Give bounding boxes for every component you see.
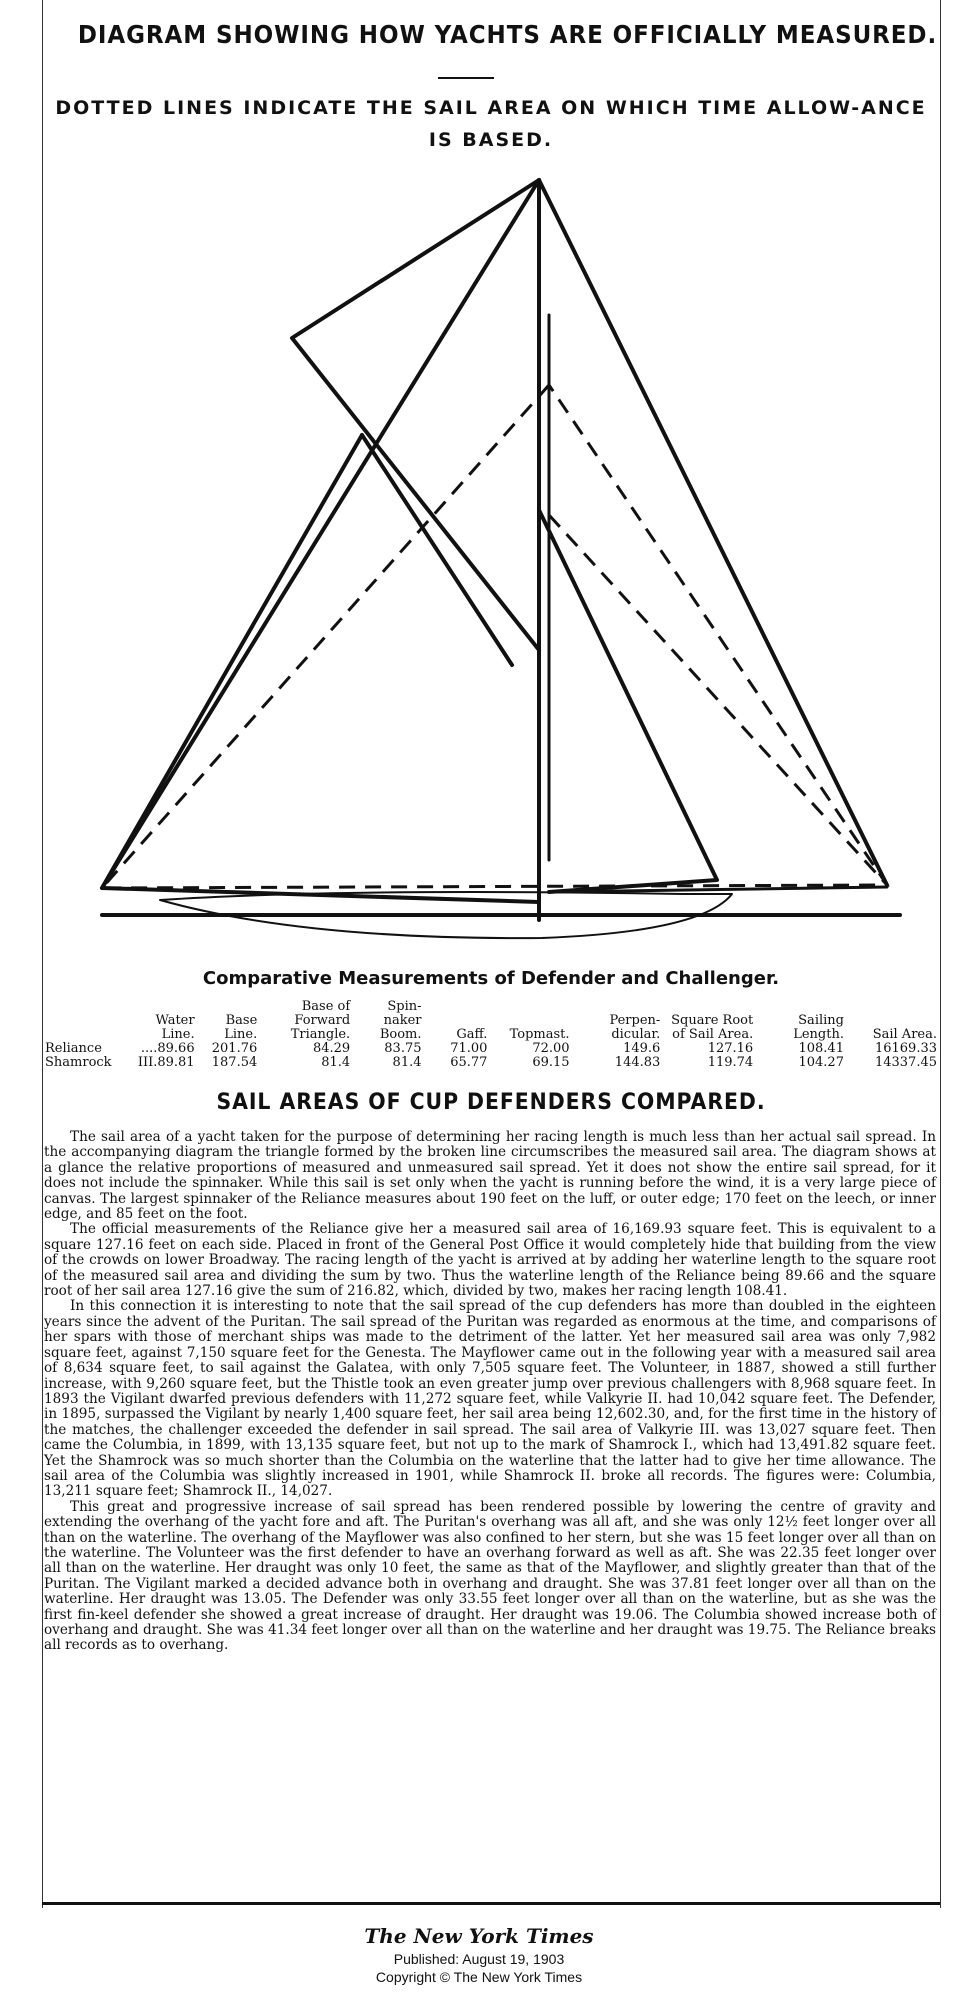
table-cell: 149.6 (623, 1041, 661, 1056)
jib-luff (362, 435, 512, 665)
table-cell: 127.16 (707, 1041, 754, 1056)
table-header-cell: Base of Forward Triangle. (290, 999, 351, 1042)
table-cell: 69.15 (532, 1055, 570, 1070)
table-header-cell: Square Root of Sail Area. (671, 1013, 754, 1042)
measurements-table (42, 1000, 940, 1070)
table-cell: 144.83 (614, 1055, 661, 1070)
copyright-line: Copyright © The New York Times (375, 1969, 583, 1985)
table-cell: 65.77 (450, 1055, 488, 1070)
table-cell: 119.74 (707, 1055, 754, 1070)
table-cell: III.89.81 (137, 1055, 195, 1070)
table-cell: 14337.45 (874, 1055, 937, 1070)
table-cell: 83.75 (384, 1041, 422, 1056)
table-header-cell: Water Line. (155, 1013, 195, 1042)
table-cell: 201.76 (211, 1041, 258, 1056)
table-cell: ....89.66 (140, 1041, 195, 1056)
article-paragraph: This great and progressive increase of sail spread has been rendered possible by lowering the centre of gravity and extending the overhang of the yacht fore and aft. The Puritan's overhang was all aft, and she was only 12½ feet longer over all than on the waterline. The overhang of the Mayflower was also confined to her stern, but she was 15 feet longer over all than on the waterline. The Volunteer was the first defender to have an overhang forward as well as aft. She was 22.35 feet longer over all than on the waterline. Her draught was only 10 feet, the same as that of the Mayflower, and slightly greater than that of the Puritan. The Vigilant marked a decided advance both in overhang and draught. She was 37.81 feet longer over all than on the waterline. Her draught was 13.05. The Defender was only 33.55 feet longer over all than on the waterline, but as she was the first fin-keel defender she showed a great increase of draught. Her draught was 19.06. The Columbia showed increase both of overhang and draught. She was 41.34 feet longer over all than on the waterline and her draught was 19.75. The Reliance breaks all records as to overhang. (44, 1498, 936, 1654)
mainsail-leech (539, 180, 887, 885)
table-cell: 72.00 (532, 1041, 570, 1056)
table-cell: 104.27 (798, 1055, 844, 1070)
forestay (102, 180, 539, 888)
table-header-cell: Sail Area. (872, 1027, 937, 1042)
column-rule-right (940, 0, 941, 1908)
measured-line-mainsail (549, 515, 887, 885)
article-body (44, 1130, 936, 1654)
table-cell: Reliance (45, 1041, 102, 1056)
yacht-sail-diagram (42, 160, 940, 960)
subhead: DOTTED LINES INDICATE THE SAIL AREA ON WHICH TIME ALLOW-ANCE IS BASED. (55, 97, 927, 151)
table-title: Comparative Measurements of Defender and Challenger. (202, 968, 780, 989)
published-date: Published: August 19, 1903 (393, 1951, 565, 1967)
table-cell: 187.54 (211, 1055, 258, 1070)
table-row (42, 1056, 940, 1070)
headline: DIAGRAM SHOWING HOW YACHTS ARE OFFICIALLY MEASURED. (77, 20, 938, 49)
spinnaker-sail (292, 180, 539, 650)
footer (0, 1924, 958, 1986)
nyt-logo: The New York Times (364, 1924, 594, 1948)
table-header-row (42, 1000, 940, 1042)
table-header-cell: Perpen-dicular. (609, 1013, 661, 1042)
article-paragraph: The sail area of a yacht taken for the purpose of determining her racing length is much less than her actual sail spread. In the accompanying diagram the triangle formed by the broken line circumscribes the measured sail area. The diagram shows at a glance the relative proportions of measured and unmeasured sail spread. Yet it does not show the entire sail spread, for it does not include the spinnaker. While this sail is set only when the yacht is running before the wind, it is a very large piece of canvas. The largest spinnaker of the Reliance measures about 190 feet on the luff, or outer edge; 170 feet on the leech, or inner edge, and 85 feet on the foot. (44, 1129, 936, 1223)
table-cell: 81.4 (392, 1055, 422, 1070)
table-header-cell: Topmast. (509, 1027, 570, 1042)
jib-sail (102, 435, 539, 902)
table-header-cell (42, 1000, 124, 1042)
table-header-cell: Gaff. (456, 1027, 488, 1042)
article-paragraph: The official measurements of the Reliance give her a measured sail area of 16,169.93 square feet. This is equivalent to a square 127.16 feet on each side. Placed in front of the General Post Office it would completely hide that building from the view of the crowds on lower Broadway. The racing length of the yacht is arrived at by adding her waterline length to the square root of the measured sail area and dividing the sum by two. Thus the waterline length of the Reliance being 89.66 and the square root of her sail area 127.16 give the sum of 216.82, which, divided by two, makes her racing length 108.41. (44, 1221, 936, 1300)
table-cell: 71.00 (450, 1041, 488, 1056)
table-cell: 16169.33 (874, 1041, 937, 1056)
table-header-cell: Base Line. (224, 1013, 258, 1042)
table-row (42, 1042, 940, 1056)
table-cell: 108.41 (798, 1041, 844, 1056)
headline-divider (438, 77, 494, 79)
table-cell: 81.4 (321, 1055, 351, 1070)
table-cell: 84.29 (312, 1041, 351, 1056)
bottom-rule (42, 1902, 940, 1905)
article-paragraph: In this connection it is interesting to note that the sail spread of the cup defenders has more than doubled in the eighteen years since the advent of the Puritan. The sail spread of the Puritan was regarded as enormous at the time, and comparisons of her spars with those of merchant ships was made to the detriment of the latter. Yet her measured sail area was only 7,982 square feet, against 7,150 square feet for the Genesta. The Mayflower came out in the following year with a measured sail area of 8,634 square feet, to sail against the Galatea, with only 7,505 square feet. The Volunteer, in 1887, showed a still further increase, with 9,260 square feet, but the Thistle took an even greater jump over previous challengers with 8,968 square feet. In 1893 the Vigilant dwarfed previous defenders with 11,272 square feet, while Valkyrie II. had 10,042 square feet. The Defender, in 1895, surpassed the Vigilant by nearly 1,400 square feet, her sail area being 12,602.30, and, for the first time in the history of the matches, the challenger exceeded the defender in sail spread. The sail area of Valkyrie III. was 13,027 square feet. Then came the Columbia, in 1899, with 13,135 square feet, but not up to the mark of Shamrock I., which had 13,491.82 square feet. Yet the Shamrock was so much shorter than the Columbia on the waterline that the latter had to give her time allowance. The sail area of the Columbia was slightly increased in 1901, while Shamrock II. broke all records. The figures were: Columbia, 13,211 square feet; Shamrock II., 14,027. (44, 1298, 936, 1500)
mainsail-inner (539, 510, 717, 892)
table-header-cell: Spin-naker Boom. (379, 999, 422, 1042)
table-cell: Shamrock (45, 1055, 112, 1070)
table-header-cell: Sailing Length. (793, 1013, 844, 1042)
section-title: SAIL AREAS OF CUP DEFENDERS COMPARED. (216, 1090, 766, 1115)
